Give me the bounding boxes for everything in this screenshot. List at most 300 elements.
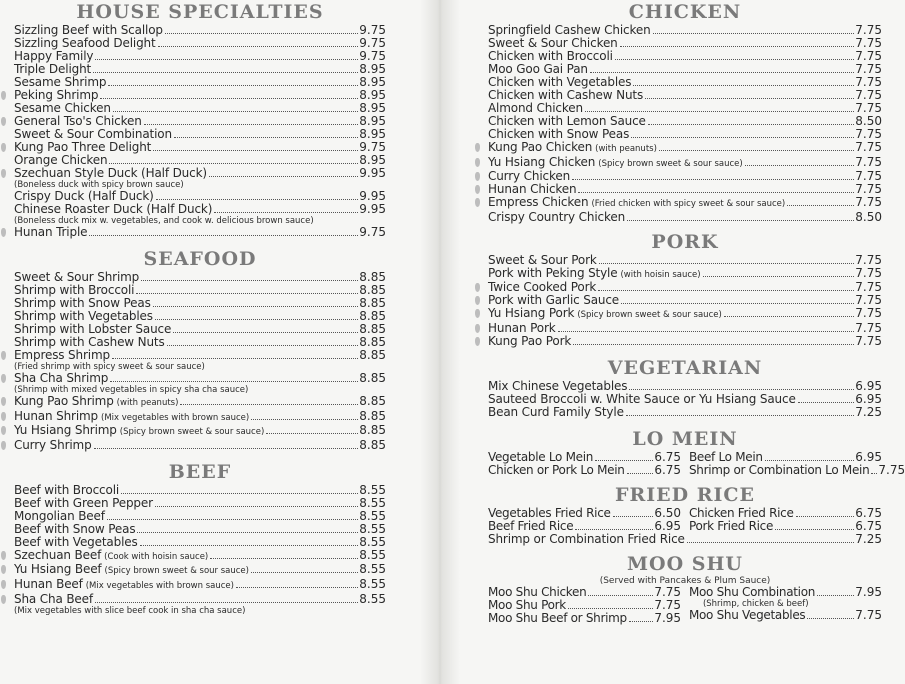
menu-item-price: 7.75 xyxy=(855,140,882,154)
dot-leader xyxy=(724,316,854,317)
moo-shu-subtitle: (Served with Pancakes & Plum Sauce) xyxy=(599,575,771,586)
dot-leader xyxy=(251,419,358,420)
menu-item-price: 8.85 xyxy=(359,283,386,297)
menu-item-price: 6.95 xyxy=(654,518,682,533)
chicken-list xyxy=(488,24,882,224)
menu-item xyxy=(689,520,882,533)
menu-item-name: General Tso's Chicken xyxy=(14,114,142,128)
dot-leader xyxy=(155,506,358,507)
menu-item-note: (with hoisin sauce) xyxy=(620,269,701,280)
menu-item-name: Moo Goo Gai Pan xyxy=(488,62,588,76)
dot-leader xyxy=(158,46,359,47)
lo-mein-grid xyxy=(488,449,905,477)
menu-item xyxy=(14,349,386,362)
fried-rice-full xyxy=(488,533,882,546)
menu-item-price: 7.75 xyxy=(855,127,882,141)
menu-item-name: Chicken with Lemon Sauce xyxy=(488,114,646,128)
menu-item-description: (Mix vegetables with slice beef cook in sha cha sauce) xyxy=(14,605,246,616)
menu-item-name: Moo Shu Combination xyxy=(688,584,816,599)
menu-item-name: Hunan Shrimp xyxy=(14,408,99,423)
menu-item-name: Almond Chicken xyxy=(488,101,583,115)
menu-item-name: Yu Hsiang Beef xyxy=(14,562,102,577)
menu-item-price: 8.55 xyxy=(359,521,386,536)
menu-item-description: (Boneless duck mix w. vegetables, and cook w. delicious brown sauce) xyxy=(14,216,314,226)
menu-item-price: 8.95 xyxy=(359,127,386,141)
menu-item-price: 9.75 xyxy=(359,225,386,239)
menu-item-price: 7.75 xyxy=(855,280,882,295)
menu-item-name: Beef Lo Mein xyxy=(688,449,763,464)
menu-item-note: (Spicy brown sweet & sour sauce) xyxy=(577,310,722,321)
menu-item xyxy=(14,510,386,523)
hot-pepper-icon xyxy=(475,143,480,152)
menu-item xyxy=(14,410,386,425)
menu-item-name: Chicken with Cashew Nuts xyxy=(488,88,644,102)
dot-leader xyxy=(585,111,854,112)
menu-item-name: Happy Family xyxy=(14,49,94,63)
hot-pepper-icon xyxy=(475,309,480,318)
menu-item-price: 7.75 xyxy=(855,320,882,335)
menu-item-description: (Shrimp, chicken & beef) xyxy=(702,598,809,609)
dot-leader xyxy=(155,319,358,320)
hot-pepper-icon xyxy=(1,169,6,178)
menu-item-price: 9.75 xyxy=(359,140,386,154)
menu-item xyxy=(488,406,882,419)
menu-item-name: Hunan Pork xyxy=(488,320,556,335)
menu-item xyxy=(689,586,882,599)
menu-item-price: 7.75 xyxy=(855,252,882,267)
menu-item-price: 6.95 xyxy=(855,378,882,393)
dot-leader xyxy=(573,344,854,345)
menu-item-price: 9.95 xyxy=(359,202,386,216)
menu-item-name: Sweet & Sour Shrimp xyxy=(14,270,140,284)
dot-leader xyxy=(633,85,854,86)
hot-pepper-icon xyxy=(1,397,6,406)
dot-leader xyxy=(180,404,358,405)
menu-item-name: Sweet & Sour Chicken xyxy=(488,36,618,50)
menu-item-price: 7.75 xyxy=(855,36,882,50)
menu-item-price: 8.55 xyxy=(359,591,386,606)
menu-item-name: Sizzling Seafood Delight xyxy=(14,36,156,50)
menu-item-name: Sizzling Beef with Scallop xyxy=(14,23,163,37)
menu-item-name: Crispy Country Chicken xyxy=(488,209,626,224)
menu-item-name: Chinese Roaster Duck (Half Duck) xyxy=(14,202,213,216)
section-title-moo-shu: MOO SHU xyxy=(627,552,743,575)
menu-item-price: 6.95 xyxy=(855,391,882,406)
dot-leader xyxy=(588,595,653,596)
menu-item-price: 8.85 xyxy=(359,270,386,284)
menu-item-name: Mix Chinese Vegetables xyxy=(488,378,628,393)
menu-item-price: 7.75 xyxy=(855,101,882,115)
menu-item-price: 8.50 xyxy=(855,209,882,224)
menu-item xyxy=(488,612,681,625)
menu-item-name: Pork Fried Rice xyxy=(688,518,774,533)
menu-item-price: 7.75 xyxy=(855,265,882,280)
menu-item-price: 8.55 xyxy=(359,562,386,577)
menu-item xyxy=(14,424,386,439)
hot-pepper-icon xyxy=(1,228,6,237)
menu-item-note: (with peanuts) xyxy=(116,398,179,408)
beef-list xyxy=(14,484,386,616)
dot-leader xyxy=(568,608,653,609)
menu-item-price: 8.85 xyxy=(359,394,386,408)
dot-leader xyxy=(140,545,359,546)
menu-item-name: Kung Pao Three Delight xyxy=(14,140,152,154)
section-title-pork: PORK xyxy=(651,230,719,253)
menu-item xyxy=(14,167,386,180)
menu-item xyxy=(488,141,882,156)
menu-item-price: 8.85 xyxy=(359,408,386,423)
menu-item-name: Shrimp or Combination Fried Rice xyxy=(488,531,685,546)
hot-pepper-icon xyxy=(1,595,6,604)
dot-leader xyxy=(598,290,854,291)
dot-leader xyxy=(659,150,854,151)
menu-item-price: 9.95 xyxy=(359,166,386,180)
menu-item-price: 8.95 xyxy=(359,75,386,89)
menu-item xyxy=(14,523,386,536)
hot-pepper-icon xyxy=(1,91,6,100)
menu-item-name: Kung Pao Pork xyxy=(488,333,572,348)
menu-item-note: (Spicy brown sweet & sour sauce) xyxy=(119,427,265,438)
menu-item-name: Shrimp with Snow Peas xyxy=(14,296,151,310)
menu-item xyxy=(488,211,882,224)
dot-leader xyxy=(173,332,358,333)
menu-item-name: Szechuan Style Duck (Half Duck) xyxy=(14,166,207,180)
menu-item-price: 6.75 xyxy=(855,505,882,520)
menu-item-name: Vegetables Fried Rice xyxy=(488,505,611,520)
hot-pepper-icon xyxy=(1,580,6,589)
menu-item-name: Moo Shu Chicken xyxy=(488,584,587,599)
menu-item-price: 6.75 xyxy=(855,518,882,533)
menu-item-name: Beef with Broccoli xyxy=(14,482,120,497)
pork-list xyxy=(488,254,882,348)
menu-item-name: Beef with Snow Peas xyxy=(14,521,136,536)
hot-pepper-icon xyxy=(1,551,6,560)
menu-item-price: 7.75 xyxy=(855,293,882,308)
menu-item-price: 8.85 xyxy=(359,322,386,336)
hot-pepper-icon xyxy=(1,117,6,126)
menu-item-name: Chicken with Broccoli xyxy=(488,49,613,63)
hot-pepper-icon xyxy=(475,158,480,167)
menu-item-price: 7.75 xyxy=(855,169,882,184)
section-title-fried-rice: FRIED RICE xyxy=(614,483,756,506)
menu-item xyxy=(488,267,882,282)
menu-item-name: Kung Pao Chicken xyxy=(488,140,593,154)
dot-leader xyxy=(765,460,855,461)
dot-leader xyxy=(653,33,855,34)
menu-item-name: Sesame Chicken xyxy=(14,101,111,115)
dot-leader xyxy=(807,618,854,619)
menu-item-price: 8.95 xyxy=(359,114,386,128)
menu-item-name: Yu Hsiang Shrimp xyxy=(14,423,117,438)
menu-item-name: Pork with Garlic Sauce xyxy=(488,293,620,308)
menu-item xyxy=(14,395,386,410)
menu-item-name: Twice Cooked Pork xyxy=(488,280,597,295)
menu-item-name: Szechuan Beef xyxy=(14,547,102,562)
menu-item-description: (Shrimp with mixed vegetables in spicy sha cha sauce) xyxy=(14,385,249,395)
dot-leader xyxy=(251,572,358,573)
menu-item xyxy=(688,462,905,477)
fried-rice-right xyxy=(689,507,882,533)
menu-item-name: Beef with Green Pepper xyxy=(14,495,153,510)
section-title-seafood: SEAFOOD xyxy=(143,248,257,270)
menu-item-note: (Cook with hoisin sauce) xyxy=(104,551,209,562)
dot-leader xyxy=(153,150,358,151)
hot-pepper-icon xyxy=(1,374,6,383)
dot-leader xyxy=(156,199,359,200)
menu-item-price: 7.75 xyxy=(855,88,882,102)
dot-leader xyxy=(165,33,358,34)
menu-item-name: Springfield Cashew Chicken xyxy=(488,23,651,37)
right-page xyxy=(488,0,905,625)
hot-pepper-icon xyxy=(475,296,480,305)
menu-item xyxy=(14,484,386,497)
section-title-chicken: CHICKEN xyxy=(628,1,742,23)
vegetarian-list xyxy=(488,380,882,419)
dot-leader xyxy=(615,59,854,60)
moo-shu-right xyxy=(689,586,882,625)
menu-item-name: Sha Cha Shrimp xyxy=(14,371,109,385)
dot-leader xyxy=(109,163,358,164)
hot-pepper-icon xyxy=(475,337,480,346)
menu-item xyxy=(14,497,386,510)
dot-leader xyxy=(236,587,358,588)
dot-leader xyxy=(121,493,358,494)
menu-item-price: 7.75 xyxy=(855,62,882,76)
dot-leader xyxy=(266,433,358,434)
hot-pepper-icon xyxy=(475,198,480,207)
hot-pepper-icon xyxy=(475,283,480,292)
menu-item-name: Shrimp with Lobster Sauce xyxy=(14,322,172,336)
dot-leader xyxy=(572,179,854,180)
menu-item-name: Chicken with Snow Peas xyxy=(488,127,630,141)
menu-item-name: Moo Shu Vegetables xyxy=(688,607,806,622)
menu-item xyxy=(14,563,386,578)
menu-item-name: Sweet & Sour Pork xyxy=(488,252,597,267)
menu-item-name: Crispy Duck (Half Duck) xyxy=(14,189,154,203)
menu-item-price: 7.75 xyxy=(855,306,882,321)
hot-pepper-icon xyxy=(1,441,6,450)
dot-leader xyxy=(620,46,855,47)
menu-item-price: 8.50 xyxy=(855,114,882,128)
menu-item-price: 8.95 xyxy=(359,101,386,115)
menu-item-price: 7.75 xyxy=(855,49,882,63)
menu-item-note: (Spicy brown sweet & sour sauce) xyxy=(598,158,743,169)
dot-leader xyxy=(209,176,358,177)
menu-item-price: 7.75 xyxy=(855,607,882,622)
dot-leader xyxy=(141,280,358,281)
menu-item-price: 7.75 xyxy=(855,23,882,37)
section-title-beef: BEEF xyxy=(168,460,232,483)
menu-item-price: 7.75 xyxy=(855,182,882,197)
menu-item-price: 7.75 xyxy=(878,462,905,477)
dot-leader xyxy=(613,516,654,517)
dot-leader xyxy=(627,473,654,474)
menu-item xyxy=(488,156,882,171)
menu-item-name: Curry Chicken xyxy=(488,169,571,184)
menu-item-price: 9.75 xyxy=(359,49,386,63)
menu-item-price: 8.55 xyxy=(359,495,386,510)
menu-item xyxy=(14,549,386,564)
dot-leader xyxy=(626,415,854,416)
menu-item-name: Bean Curd Family Style xyxy=(488,404,624,419)
dot-leader xyxy=(107,519,358,520)
dot-leader xyxy=(167,345,359,346)
menu-item-price: 8.95 xyxy=(359,88,386,102)
menu-item-price: 7.75 xyxy=(855,75,882,89)
dot-leader xyxy=(210,558,358,559)
menu-item-name: Sha Cha Beef xyxy=(14,591,93,606)
moo-shu-left xyxy=(488,586,681,625)
menu-item-price: 7.75 xyxy=(654,597,682,612)
dot-leader xyxy=(775,529,854,530)
menu-item-price: 7.25 xyxy=(855,404,882,419)
dot-leader xyxy=(558,331,855,332)
menu-item-name: Hunan Beef xyxy=(14,576,83,591)
dot-leader xyxy=(599,263,855,264)
dot-leader xyxy=(108,85,358,86)
dot-leader xyxy=(89,235,358,236)
menu-item-name: Empress Shrimp xyxy=(14,348,110,362)
menu-item-price: 8.55 xyxy=(359,482,386,497)
fried-rice-grid xyxy=(488,507,882,533)
dot-leader xyxy=(703,276,855,277)
dot-leader xyxy=(137,532,358,533)
menu-item-price: 9.75 xyxy=(359,23,386,37)
moo-shu-grid xyxy=(488,586,882,625)
menu-item-name: Sweet & Sour Combination xyxy=(14,127,172,141)
menu-item xyxy=(488,196,882,211)
left-page xyxy=(14,0,386,616)
menu-item xyxy=(488,307,882,322)
hot-pepper-icon xyxy=(1,351,6,360)
dot-leader xyxy=(787,205,854,206)
menu-item-price: 8.85 xyxy=(359,335,386,349)
menu-item-price: 8.85 xyxy=(359,371,386,385)
menu-item xyxy=(488,533,882,546)
dot-leader xyxy=(687,542,854,543)
menu-item-name: Beef Fried Rice xyxy=(488,518,574,533)
menu-item xyxy=(14,372,386,385)
dot-leader xyxy=(95,59,358,60)
menu-item-name: Shrimp with Vegetables xyxy=(14,309,153,323)
menu-item-name: Moo Shu Beef or Shrimp xyxy=(488,610,627,625)
dot-leader xyxy=(796,516,855,517)
menu-item-name: Curry Shrimp xyxy=(14,437,92,452)
menu-item-name: Mongolian Beef xyxy=(14,508,105,523)
menu-item-name: Moo Shu Pork xyxy=(488,597,566,612)
menu-item xyxy=(14,226,386,239)
menu-item-price: 6.95 xyxy=(855,449,882,464)
menu-item-name: Yu Hsiang Chicken xyxy=(488,154,596,169)
fried-rice-left xyxy=(488,507,681,533)
menu-item-name: Shrimp or Combination Lo Mein xyxy=(688,462,870,477)
dot-leader xyxy=(648,124,855,125)
menu-item xyxy=(488,464,681,477)
menu-item-price: 7.75 xyxy=(855,195,882,210)
dot-leader xyxy=(590,72,854,73)
menu-item xyxy=(488,335,882,348)
menu-item-price: 8.85 xyxy=(359,423,386,438)
menu-item-price: 7.95 xyxy=(654,610,682,625)
dot-leader xyxy=(153,306,359,307)
menu-item xyxy=(689,609,882,622)
menu-item-price: 7.95 xyxy=(855,584,882,599)
hot-pepper-icon xyxy=(1,412,6,421)
menu-item-price: 7.25 xyxy=(855,531,882,546)
dot-leader xyxy=(871,473,877,474)
menu-item-note: (Spicy brown sweet & sour sauce) xyxy=(104,566,249,577)
menu-item-price: 7.75 xyxy=(855,333,882,348)
menu-item-note: (Mix vegetables with brown sauce) xyxy=(101,412,250,423)
dot-leader xyxy=(578,192,854,193)
menu-item xyxy=(14,536,386,549)
menu-item-price: 8.55 xyxy=(359,576,386,591)
menu-item-price: 8.55 xyxy=(359,534,386,549)
menu-item-price: 6.75 xyxy=(654,462,682,477)
dot-leader xyxy=(214,212,358,213)
menu-item-note: (Mix vegetables with brown sauce) xyxy=(85,580,234,591)
menu-item-price: 8.95 xyxy=(359,153,386,167)
section-title-vegetarian: VEGETARIAN xyxy=(607,356,763,379)
page-fold xyxy=(420,0,460,684)
menu-item-description: (Boneless duck with spicy brown sauce) xyxy=(14,180,184,190)
dot-leader xyxy=(629,389,854,390)
hot-pepper-icon xyxy=(475,324,480,333)
hot-pepper-icon xyxy=(1,143,6,152)
menu-item-price: 8.95 xyxy=(359,62,386,76)
menu-item-name: Sauteed Broccoli w. White Sauce or Yu Hsiang Sauce xyxy=(488,391,796,406)
menu-item-price: 6.50 xyxy=(654,505,682,520)
dot-leader xyxy=(798,402,855,403)
menu-item-name: Triple Delight xyxy=(14,62,92,76)
dot-leader xyxy=(113,111,358,112)
dot-leader xyxy=(174,137,358,138)
dot-leader xyxy=(645,98,854,99)
dot-leader xyxy=(110,381,358,382)
menu-item-price: 8.85 xyxy=(359,309,386,323)
menu-item-price: 8.85 xyxy=(359,296,386,310)
dot-leader xyxy=(745,165,855,166)
lo-mein-right xyxy=(688,449,905,477)
hot-pepper-icon xyxy=(475,185,480,194)
menu-item-name: Hunan Triple xyxy=(14,225,88,239)
menu-item-name: Chicken or Pork Lo Mein xyxy=(488,462,625,477)
section-title-house-specialties: HOUSE SPECIALTIES xyxy=(76,1,324,23)
menu-item-price: 8.85 xyxy=(359,437,386,452)
menu-item-name: Pork with Peking Style xyxy=(488,265,618,280)
menu-item-price: 8.55 xyxy=(359,547,386,562)
menu-item-name: Orange Chicken xyxy=(14,153,108,167)
hot-pepper-icon xyxy=(1,426,6,435)
dot-leader xyxy=(95,602,358,603)
menu-item-name: Empress Chicken xyxy=(488,195,589,210)
dot-leader xyxy=(629,621,654,622)
seafood-list xyxy=(14,271,386,452)
dot-leader xyxy=(94,448,359,449)
dot-leader xyxy=(136,293,358,294)
menu-item-name: Shrimp with Broccoli xyxy=(14,283,135,297)
menu-item xyxy=(14,439,386,452)
menu-item-name: Peking Shrimp xyxy=(14,88,99,102)
menu-item xyxy=(14,593,386,606)
menu-item-price: 6.75 xyxy=(654,449,682,464)
dot-leader xyxy=(144,124,359,125)
house-specialties-list xyxy=(14,24,386,239)
menu-item-description: (Fried shrimp with spicy sweet & sour sauce) xyxy=(14,362,205,372)
menu-item xyxy=(14,203,386,216)
menu-item xyxy=(488,254,882,267)
menu-item-name: Chicken Fried Rice xyxy=(688,505,794,520)
